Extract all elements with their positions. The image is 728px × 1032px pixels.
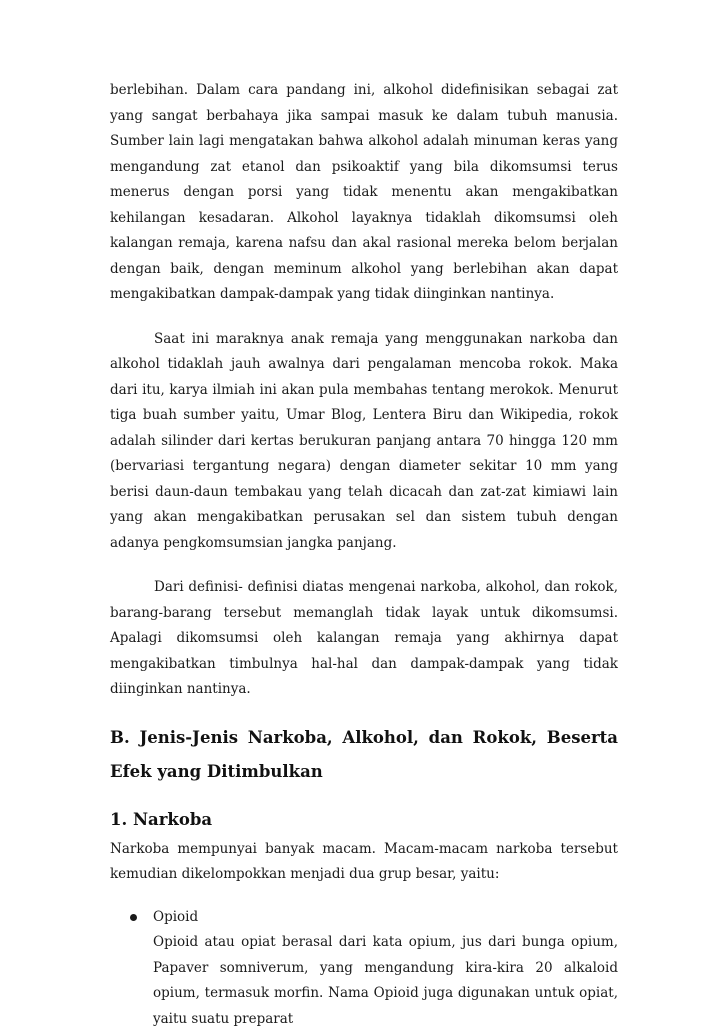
list-item-body: Opioid atau opiat berasal dari kata opium, jus dari bunga opium, Papaver somniverum, yang mengandung kira-kira 20 alkaloid opium, termasuk morfin. Nama Opioid juga digunakan untuk opiat, yaitu suatu preparat bbox=[153, 930, 618, 1032]
subsection-paragraph: Narkoba mempunyai banyak macam. Macam-macam narkoba tersebut kemudian dikelompokkan menjadi dua grup besar, yaitu: bbox=[110, 837, 618, 888]
list-item bbox=[110, 905, 618, 1032]
body-paragraph-3: Dari definisi- definisi diatas mengenai narkoba, alkohol, dan rokok, barang-barang tersebut memanglah tidak layak untuk dikomsumsi. Apalagi dikomsumsi oleh kalangan remaja yang akhirnya dapat mengakibatkan timbulnya hal-hal dan dampak-dampak yang tidak diinginkan nantinya. bbox=[110, 575, 618, 703]
body-paragraph-2: Saat ini maraknya anak remaja yang menggunakan narkoba dan alkohol tidaklah jauh awalnya dari pengalaman mencoba rokok. Maka dari itu, karya ilmiah ini akan pula membahas tentang merokok. Menurut tiga buah sumber yaitu, Umar Blog, Lentera Biru dan Wikipedia, rokok adalah silinder dari kertas berukuran panjang antara 70 hingga 120 mm (bervariasi tergantung negara) dengan diameter sekitar 10 mm yang berisi daun-daun tembakau yang telah dicacah dan zat-zat kimiawi lain yang akan mengakibatkan perusakan sel dan sistem tubuh dengan adanya pengkomsumsian jangka panjang. bbox=[110, 327, 618, 557]
list-item-title: Opioid bbox=[153, 905, 618, 931]
bullet-icon bbox=[130, 914, 137, 921]
subsection-heading: 1. Narkoba bbox=[110, 803, 618, 837]
document-page bbox=[110, 78, 618, 1032]
body-paragraph-1: berlebihan. Dalam cara pandang ini, alkohol didefinisikan sebagai zat yang sangat berbahaya jika sampai masuk ke dalam tubuh manusia. Sumber lain lagi mengatakan bahwa alkohol adalah minuman keras yang mengandung zat etanol dan psikoaktif yang bila dikomsumsi terus menerus dengan porsi yang tidak menentu akan mengakibatkan kehilangan kesadaran. Alkohol layaknya tidaklah dikomsumsi oleh kalangan remaja, karena nafsu dan akal rasional mereka belom berjalan dengan baik, dengan meminum alkohol yang berlebihan akan dapat mengakibatkan dampak-dampak yang tidak diinginkan nantinya. bbox=[110, 78, 618, 308]
narkoba-type-list bbox=[110, 905, 618, 1032]
section-heading: B. Jenis-Jenis Narkoba, Alkohol, dan Rokok, Beserta Efek yang Ditimbulkan bbox=[110, 721, 618, 789]
